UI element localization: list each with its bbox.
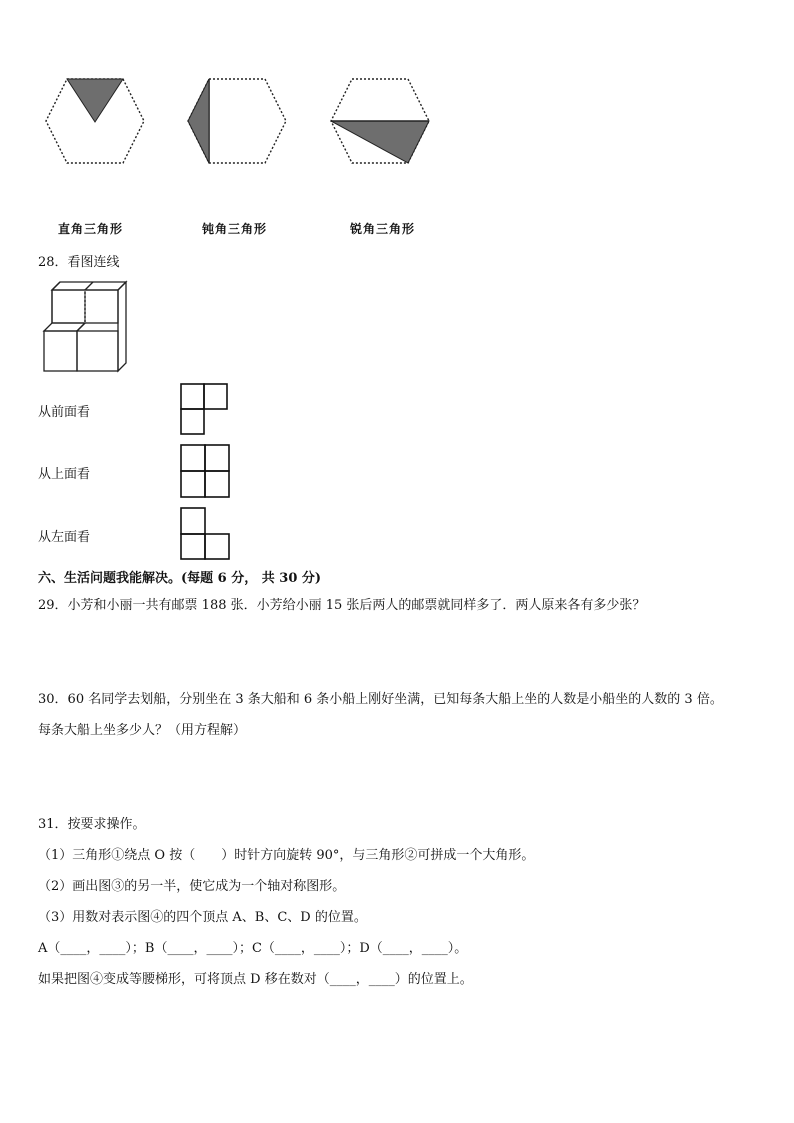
hexagon-label-obtuse: 钝角三角形: [202, 222, 268, 236]
hexagon-obtuse-triangle-figure: [182, 75, 292, 170]
view-label-front: 从前面看: [38, 405, 91, 420]
q31-item2: （2）画出图③的另一半，使它成为一个轴对称图形。: [38, 879, 346, 894]
q31-item3: （3）用数对表示图④的四个顶点 A、B、C、D 的位置。: [38, 910, 367, 925]
q30-line1: 30．60 名同学去划船，分别坐在 3 条大船和 6 条小船上刚好坐满，已知每条大船上坐的人数是小船坐的人数的 3 倍。: [38, 692, 723, 707]
q31-item1: （1）三角形①绕点 O 按（ ）时针方向旋转 90°，与三角形②可拼成一个大角形。: [38, 848, 535, 863]
q30-line2: 每条大船上坐多少人？（用方程解）: [38, 723, 247, 738]
q28-title: 28．看图连线: [38, 255, 120, 270]
section6-heading: 六、生活问题我能解决。(每题 6 分， 共 30 分): [38, 571, 322, 586]
q29-text: 29．小芳和小丽一共有邮票 188 张．小芳给小丽 15 张后两人的邮票就同样多了．两人原来各有多少张？: [38, 598, 646, 613]
cube-stack-figure: [38, 278, 133, 373]
view-label-left: 从左面看: [38, 530, 91, 545]
hexagon-acute-triangle-figure: [325, 75, 435, 170]
top-view-figure: [180, 444, 232, 500]
hexagon-label-right: 直角三角形: [58, 222, 124, 236]
q31-last: 如果把图④变成等腰梯形，可将顶点 D 移在数对（____，____）的位置上。: [38, 972, 473, 987]
view-label-top: 从上面看: [38, 467, 91, 482]
q31-title: 31．按要求操作。: [38, 817, 146, 832]
hexagon-label-acute: 锐角三角形: [350, 222, 416, 236]
front-view-figure: [180, 383, 230, 438]
hexagon-right-triangle-figure: [40, 75, 150, 170]
left-view-figure: [180, 507, 232, 563]
q31-coords: A（____，____）；B（____，____）；C（____，____）；D（____，____）。: [38, 941, 468, 956]
